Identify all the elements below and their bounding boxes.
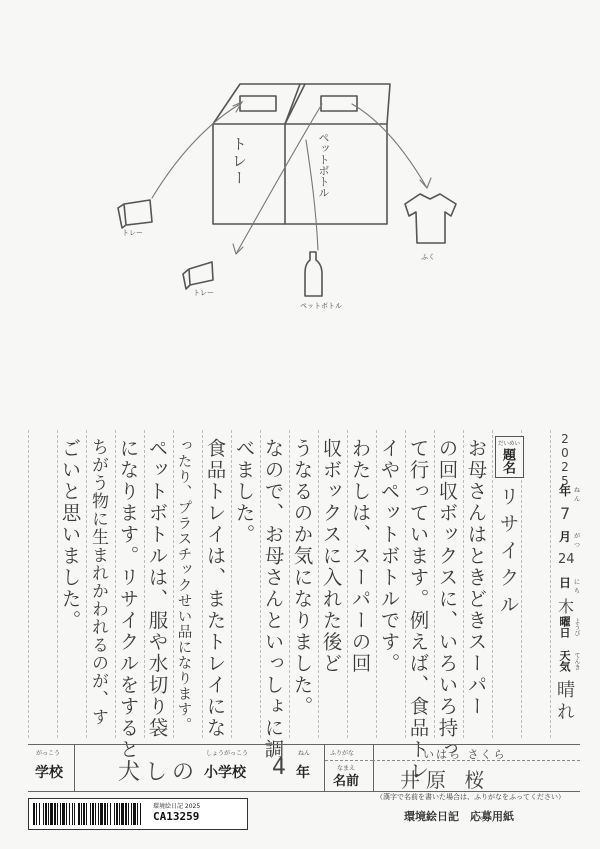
date-year-value: 2025 [558, 432, 572, 488]
school-name-value: 大しの [118, 760, 200, 785]
tray-label-2: トレー [193, 289, 214, 297]
grade-unit: 年 [296, 765, 310, 781]
date-day-value: 24 [558, 552, 575, 567]
body-column-11: ったり、プラスチックせい品になります。 [175, 438, 192, 733]
body-column-15: ごいと思いました。 [58, 438, 82, 632]
body-column-10: 食品トレイは、またトレイにな [203, 438, 227, 739]
body-column-4: イやペットボトルです。 [377, 438, 401, 675]
date-weekday-value: 木 [558, 597, 575, 616]
grade-value: 4 [272, 755, 286, 780]
body-column-7: うなるのか気になりました。 [290, 438, 314, 718]
date-year-unit: 年 [559, 484, 572, 498]
bottle-sketch [305, 252, 322, 296]
tray-label-1: トレー [122, 229, 143, 237]
body-column-12: ペットボトルは、服や水切り袋 [145, 438, 169, 739]
date-year-ruby: ねん [574, 487, 581, 503]
body-column-1: お母さんはときどきスーパー [464, 438, 488, 718]
body-column-13: になります。リサイクルをすると、 [116, 438, 140, 782]
student-name: 井原 桜 [400, 768, 491, 792]
name-label-ruby: なまえ [337, 765, 356, 772]
entry-code: CA13259 [153, 810, 200, 823]
weather-label-ruby: てんき [573, 652, 580, 670]
box-label-bottle: ペットボトル [317, 132, 330, 198]
title-label: 題名 [500, 448, 515, 474]
furigana-value: いはら さくら [423, 748, 507, 761]
barcode-caption: 環境絵日記 2025 [153, 803, 201, 810]
student-info-bar [28, 744, 580, 792]
box-label-tray: トレー [230, 136, 248, 187]
bottle-label: ペットボトル [300, 302, 342, 310]
diary-title: リサイクル [496, 486, 520, 621]
form-title: 環境絵日記 応募用紙 [404, 810, 514, 823]
school-label-cell [28, 745, 75, 791]
school-label-ruby: がっこう [36, 750, 61, 757]
barcode-icon [33, 803, 143, 825]
clothes-label: ふく [421, 253, 435, 261]
tray-sketch-1 [118, 200, 152, 228]
name-label-cell [324, 745, 374, 791]
date-day-ruby: にち [574, 579, 581, 595]
body-column-3: て行っています。例えば、食品トレ [406, 438, 430, 782]
tray-sketch-2 [183, 262, 213, 289]
name-note: （漢字で名前を書いた場合は、ふりがなをふってください） [376, 793, 565, 801]
date-month-ruby: がつ [574, 533, 581, 549]
furigana-label: ふりがな [330, 750, 355, 757]
date-day-unit: 日 [559, 576, 572, 590]
date-weekday-unit: 曜日 [558, 616, 571, 638]
title-label-box [495, 436, 524, 478]
weather-value: 晴れ [554, 680, 575, 724]
body-column-9: べました。 [232, 438, 256, 546]
recycling-drawing [0, 0, 600, 420]
body-column-6: 収ボックスに入れた後ど [319, 438, 343, 675]
date-month-value: 7 [560, 504, 571, 523]
body-column-5: わたしは、スーパーの回 [348, 438, 372, 675]
date-weekday-ruby: ようび [573, 618, 580, 636]
date-month-unit: 月 [559, 530, 572, 544]
weather-label: 天気 [558, 650, 571, 672]
body-column-14: ちがう物に生まれかわれるのが、す [88, 438, 108, 726]
school-label: 学校 [35, 765, 63, 781]
title-label-ruby: だいめい [498, 441, 521, 447]
school-type-ruby: しょうがっこう [206, 750, 249, 757]
body-column-2: の回収ボックスに、いろいろ持っ [435, 438, 459, 761]
school-type: 小学校 [204, 765, 246, 781]
barcode-box [28, 798, 248, 830]
date-column [552, 430, 580, 738]
body-column-8: なので、お母さんといっしょに調 [261, 438, 285, 761]
name-label: 名前 [333, 774, 360, 789]
shirt-sketch [405, 194, 456, 243]
grade-ruby: ねん [298, 750, 311, 757]
